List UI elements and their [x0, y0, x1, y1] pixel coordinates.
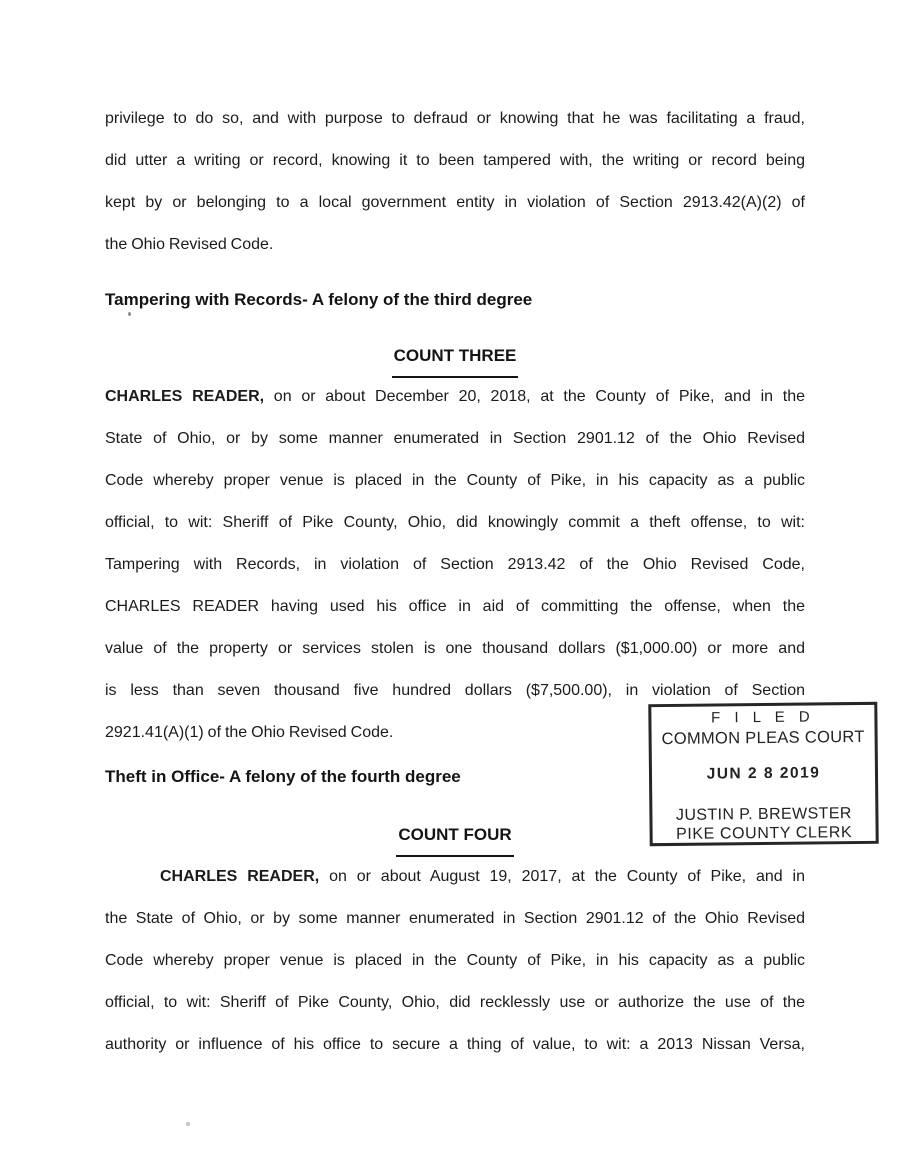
- text-line: did utter a writing or record, knowing it to been tampered with, the writing or record being: [105, 152, 805, 169]
- theft-charge-heading: Theft in Office- A felony of the fourth degree: [105, 767, 461, 786]
- text-line: the State of Ohio, or by some manner enumerated in Section 2901.12 of the Ohio Revised: [105, 910, 805, 927]
- count-four-paragraph: [105, 856, 805, 1066]
- text-line: authority or influence of his office to secure a thing of value, to wit: a 2013 Nissan Versa,: [105, 1036, 805, 1053]
- text-line: is less than seven thousand five hundred dollars ($7,500.00), in violation of Section: [105, 682, 805, 699]
- text-line: privilege to do so, and with purpose to defraud or knowing that he was facilitating a fraud,: [105, 110, 805, 127]
- text-line: the Ohio Revised Code.: [105, 236, 274, 253]
- stamp-court-label: COMMON PLEAS COURT: [661, 727, 865, 749]
- text-line: value of the property or services stolen is one thousand dollars ($1,000.00) or more and: [105, 640, 805, 657]
- stamp-date: JUN 2 8 2019: [706, 764, 821, 783]
- text-line: 2921.41(A)(1) of the Ohio Revised Code.: [105, 724, 394, 741]
- scan-speck: [128, 312, 131, 316]
- text-line: Tampering with Records, in violation of Section 2913.42 of the Ohio Revised Code,: [105, 556, 805, 573]
- text-line-rest: on or about December 20, 2018, at the County of Pike, and in the: [264, 388, 805, 405]
- text-line: [105, 376, 805, 418]
- continuation-paragraph: [105, 98, 805, 266]
- stamp-clerk-name: JUSTIN P. BREWSTER: [675, 805, 852, 824]
- text-line: official, to wit: Sheriff of Pike County, Ohio, did knowingly commit a theft offense, to wit:: [105, 514, 805, 531]
- text-line: official, to wit: Sheriff of Pike County, Ohio, did recklessly use or authorize the use of the: [105, 994, 805, 1011]
- text-line: Code whereby proper venue is placed in the County of Pike, in his capacity as a public: [105, 952, 805, 969]
- stamp-clerk-title: PIKE COUNTY CLERK: [675, 824, 853, 843]
- count-three-title: COUNT THREE: [392, 336, 519, 378]
- text-line: CHARLES READER having used his office in aid of committing the offense, when the: [105, 598, 805, 615]
- text-line: Code whereby proper venue is placed in the County of Pike, in his capacity as a public: [105, 472, 805, 489]
- scan-speck: [186, 1122, 190, 1126]
- filed-stamp: [648, 702, 878, 846]
- text-line: kept by or belonging to a local government entity in violation of Section 2913.42(A)(2) of: [105, 194, 805, 211]
- count-three-paragraph: [105, 376, 805, 754]
- tampering-charge-heading: Tampering with Records- A felony of the third degree: [105, 290, 533, 309]
- count-three-heading: [105, 336, 805, 378]
- text-line: [105, 856, 805, 898]
- defendant-name: CHARLES READER,: [160, 868, 320, 885]
- defendant-name: CHARLES READER,: [105, 388, 265, 405]
- count-four-title: COUNT FOUR: [396, 815, 513, 857]
- stamp-filed-label: F I L E D: [711, 708, 815, 727]
- text-line-rest: on or about August 19, 2017, at the County of Pike, and in: [319, 868, 805, 885]
- text-line: State of Ohio, or by some manner enumerated in Section 2901.12 of the Ohio Revised: [105, 430, 805, 447]
